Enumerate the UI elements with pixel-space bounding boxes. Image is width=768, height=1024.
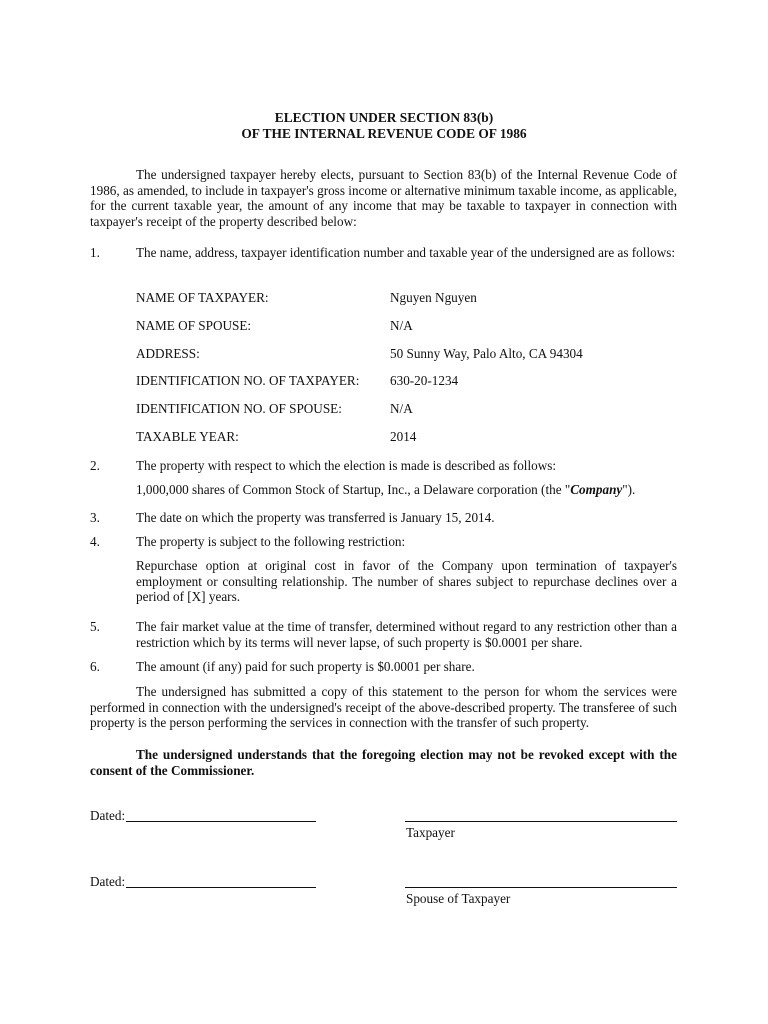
statement-paragraph: The undersigned has submitted a copy of this statement to the person for whom the services were performed in connection with the undersigned's receipt of the above-described property. The transferee of such property is the person performing the services in connection with the transfer of such property. bbox=[90, 684, 677, 730]
item-text: The property is subject to the following restriction: bbox=[136, 534, 406, 549]
item-number: 6. bbox=[90, 659, 100, 674]
spouse-signature-line[interactable] bbox=[405, 887, 677, 888]
item-number: 4. bbox=[90, 534, 100, 549]
item-text: The property with respect to which the election is made is described as follows: bbox=[136, 458, 557, 473]
info-value: 50 Sunny Way, Palo Alto, CA 94304 bbox=[390, 346, 583, 361]
item-number: 5. bbox=[90, 619, 100, 634]
info-value: 630-20-1234 bbox=[390, 373, 459, 388]
company-term: Company bbox=[570, 482, 623, 497]
dated-label: Dated: bbox=[90, 874, 126, 889]
revocation-paragraph: The undersigned understands that the foregoing election may not be revoked except with the consent of the Commissioner. bbox=[90, 747, 677, 778]
date-line[interactable] bbox=[126, 887, 316, 888]
item-number: 3. bbox=[90, 510, 100, 525]
property-desc-suffix: "). bbox=[622, 482, 636, 497]
item-text: The amount (if any) paid for such property is $0.0001 per share. bbox=[136, 659, 475, 674]
info-label: NAME OF TAXPAYER: bbox=[136, 290, 269, 305]
item-number: 1. bbox=[90, 245, 100, 260]
info-value: N/A bbox=[390, 318, 413, 333]
item-text: The date on which the property was transferred is January 15, 2014. bbox=[136, 510, 495, 525]
info-label: TAXABLE YEAR: bbox=[136, 429, 239, 444]
item-text: The fair market value at the time of transfer, determined without regard to any restriction other than a restriction which by its terms will never lapse, of such property is $0.0001 per share. bbox=[136, 619, 677, 650]
info-label: ADDRESS: bbox=[136, 346, 200, 361]
date-line[interactable] bbox=[126, 821, 316, 822]
item-number: 2. bbox=[90, 458, 100, 473]
spouse-signature-label: Spouse of Taxpayer bbox=[406, 891, 511, 906]
item-text: The name, address, taxpayer identification number and taxable year of the undersigned are as follows: bbox=[136, 245, 676, 260]
document-title-line-2: OF THE INTERNAL REVENUE CODE OF 1986 bbox=[241, 126, 527, 141]
info-label: IDENTIFICATION NO. OF TAXPAYER: bbox=[136, 373, 360, 388]
info-label: NAME OF SPOUSE: bbox=[136, 318, 252, 333]
property-description bbox=[136, 482, 677, 498]
document-title-line-1: ELECTION UNDER SECTION 83(b) bbox=[274, 110, 494, 125]
info-value: N/A bbox=[390, 401, 413, 416]
taxpayer-signature-line[interactable] bbox=[405, 821, 677, 822]
info-value: Nguyen Nguyen bbox=[390, 290, 477, 305]
info-value: 2014 bbox=[390, 429, 417, 444]
property-desc-prefix: 1,000,000 shares of Common Stock of Startup, Inc., a Delaware corporation (the " bbox=[136, 482, 571, 497]
taxpayer-signature-label: Taxpayer bbox=[406, 825, 455, 840]
info-label: IDENTIFICATION NO. OF SPOUSE: bbox=[136, 401, 342, 416]
restriction-text: Repurchase option at original cost in favor of the Company upon termination of taxpayer's employment or consulting relationship. The number of shares subject to repurchase declines over a period of [X] years. bbox=[136, 558, 677, 604]
intro-paragraph: The undersigned taxpayer hereby elects, pursuant to Section 83(b) of the Internal Revenue Code of 1986, as amended, to include in taxpayer's gross income or alternative minimum taxable income, as applicable, for the current taxable year, the amount of any income that may be taxable to taxpayer in connection with taxpayer's receipt of the property described below: bbox=[90, 167, 677, 229]
dated-label: Dated: bbox=[90, 808, 126, 823]
